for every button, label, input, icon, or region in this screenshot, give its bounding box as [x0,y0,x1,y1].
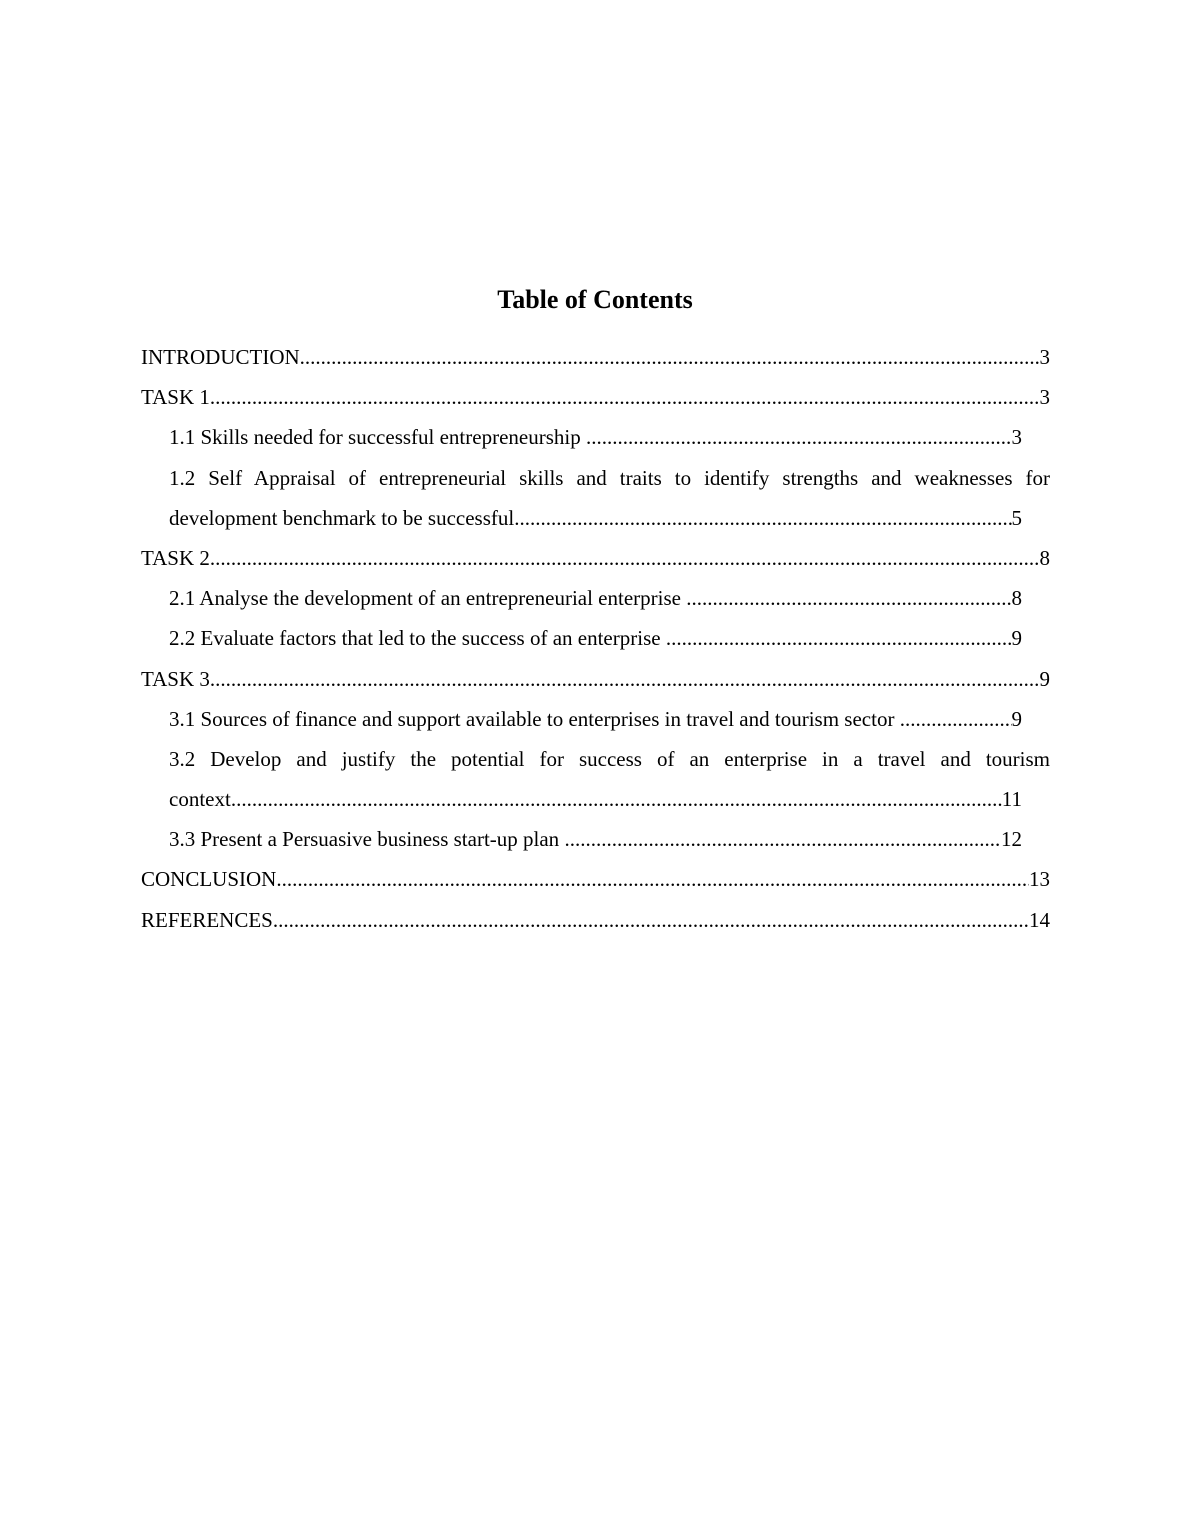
toc-entry-introduction[interactable] [141,337,1050,377]
toc-page-number: 8 [1011,586,1022,611]
toc-page-number: 3 [1039,345,1050,369]
toc-entry-label: 2.1 Analyse the development of an entrepreneurial enterprise [169,586,681,611]
toc-page-number: 3 [1039,385,1050,410]
toc-leader-dots [210,659,1040,699]
toc-page-number: 11 [1001,787,1022,812]
toc-leader-dots [586,417,1012,457]
toc-entry-label: 2.2 Evaluate factors that led to the success of an enterprise [169,626,661,651]
toc-leader-dots [276,859,1029,899]
toc-entry-task-1[interactable] [141,377,1050,417]
toc-leader-dots [210,377,1040,417]
toc-leader-dots [273,900,1029,940]
toc-leader-dots [900,699,1012,739]
toc-page-number: 13 [1029,867,1050,892]
toc-entry-label: TASK 3 [141,666,210,691]
toc-entry-label: 1.2 Self Appraisal of entrepreneurial skills and traits to identify strengths and weaknesses for [169,465,1050,490]
toc-leader-dots [514,498,1011,538]
toc-entry-label: TASK 2 [141,545,210,570]
toc-entry-3-1[interactable] [169,699,1022,739]
toc-entry-label: 1.1 Skills needed for successful entrepreneurship [169,425,581,450]
toc-page-number: 3 [1011,425,1022,450]
toc-leader-dots [210,538,1040,578]
toc-entry-references[interactable] [141,900,1050,940]
toc-page-number: 9 [1011,706,1022,731]
toc-leader-dots [300,337,1040,377]
toc-entry-label: REFERENCES [141,907,273,932]
toc-leader-dots [564,819,1001,859]
toc-entry-1-2[interactable] [169,458,1050,538]
toc-entry-2-2[interactable] [169,618,1022,658]
toc-entry-conclusion[interactable] [141,859,1050,899]
toc-entry-label: 3.1 Sources of finance and support available to enterprises in travel and tourism sector [169,706,895,731]
toc-entry-task-2[interactable] [141,538,1050,578]
toc-entry-label: TASK 1 [141,385,210,410]
toc-entry-1-1[interactable] [169,417,1022,457]
toc-page-number: 5 [1011,505,1022,530]
toc-entry-2-1[interactable] [169,578,1022,618]
toc-entry-label: 3.2 Develop and justify the potential for success of an enterprise in a travel and tourism [169,746,1050,771]
toc-leader-dots [686,578,1011,618]
toc-page-number: 9 [1011,626,1022,651]
toc-page-number: 12 [1001,827,1022,852]
toc-page-number: 8 [1039,545,1050,570]
toc-entry-label: 3.3 Present a Persuasive business start-up plan [169,827,560,852]
toc-entry-task-3[interactable] [141,659,1050,699]
toc-leader-dots [231,779,1002,819]
toc-page-number: 14 [1029,907,1050,932]
toc-leader-dots [666,618,1012,658]
toc-entry-label-continued: context [169,787,231,812]
toc-entry-3-3[interactable] [169,819,1022,859]
toc-entry-label: INTRODUCTION [141,345,300,369]
page-title: Table of Contents [497,285,693,314]
table-of-contents [141,337,1050,940]
toc-entry-3-2[interactable] [169,739,1050,819]
toc-entry-label-continued: development benchmark to be successful [169,505,515,530]
toc-entry-label: CONCLUSION [141,867,277,892]
toc-page-number: 9 [1039,666,1050,691]
